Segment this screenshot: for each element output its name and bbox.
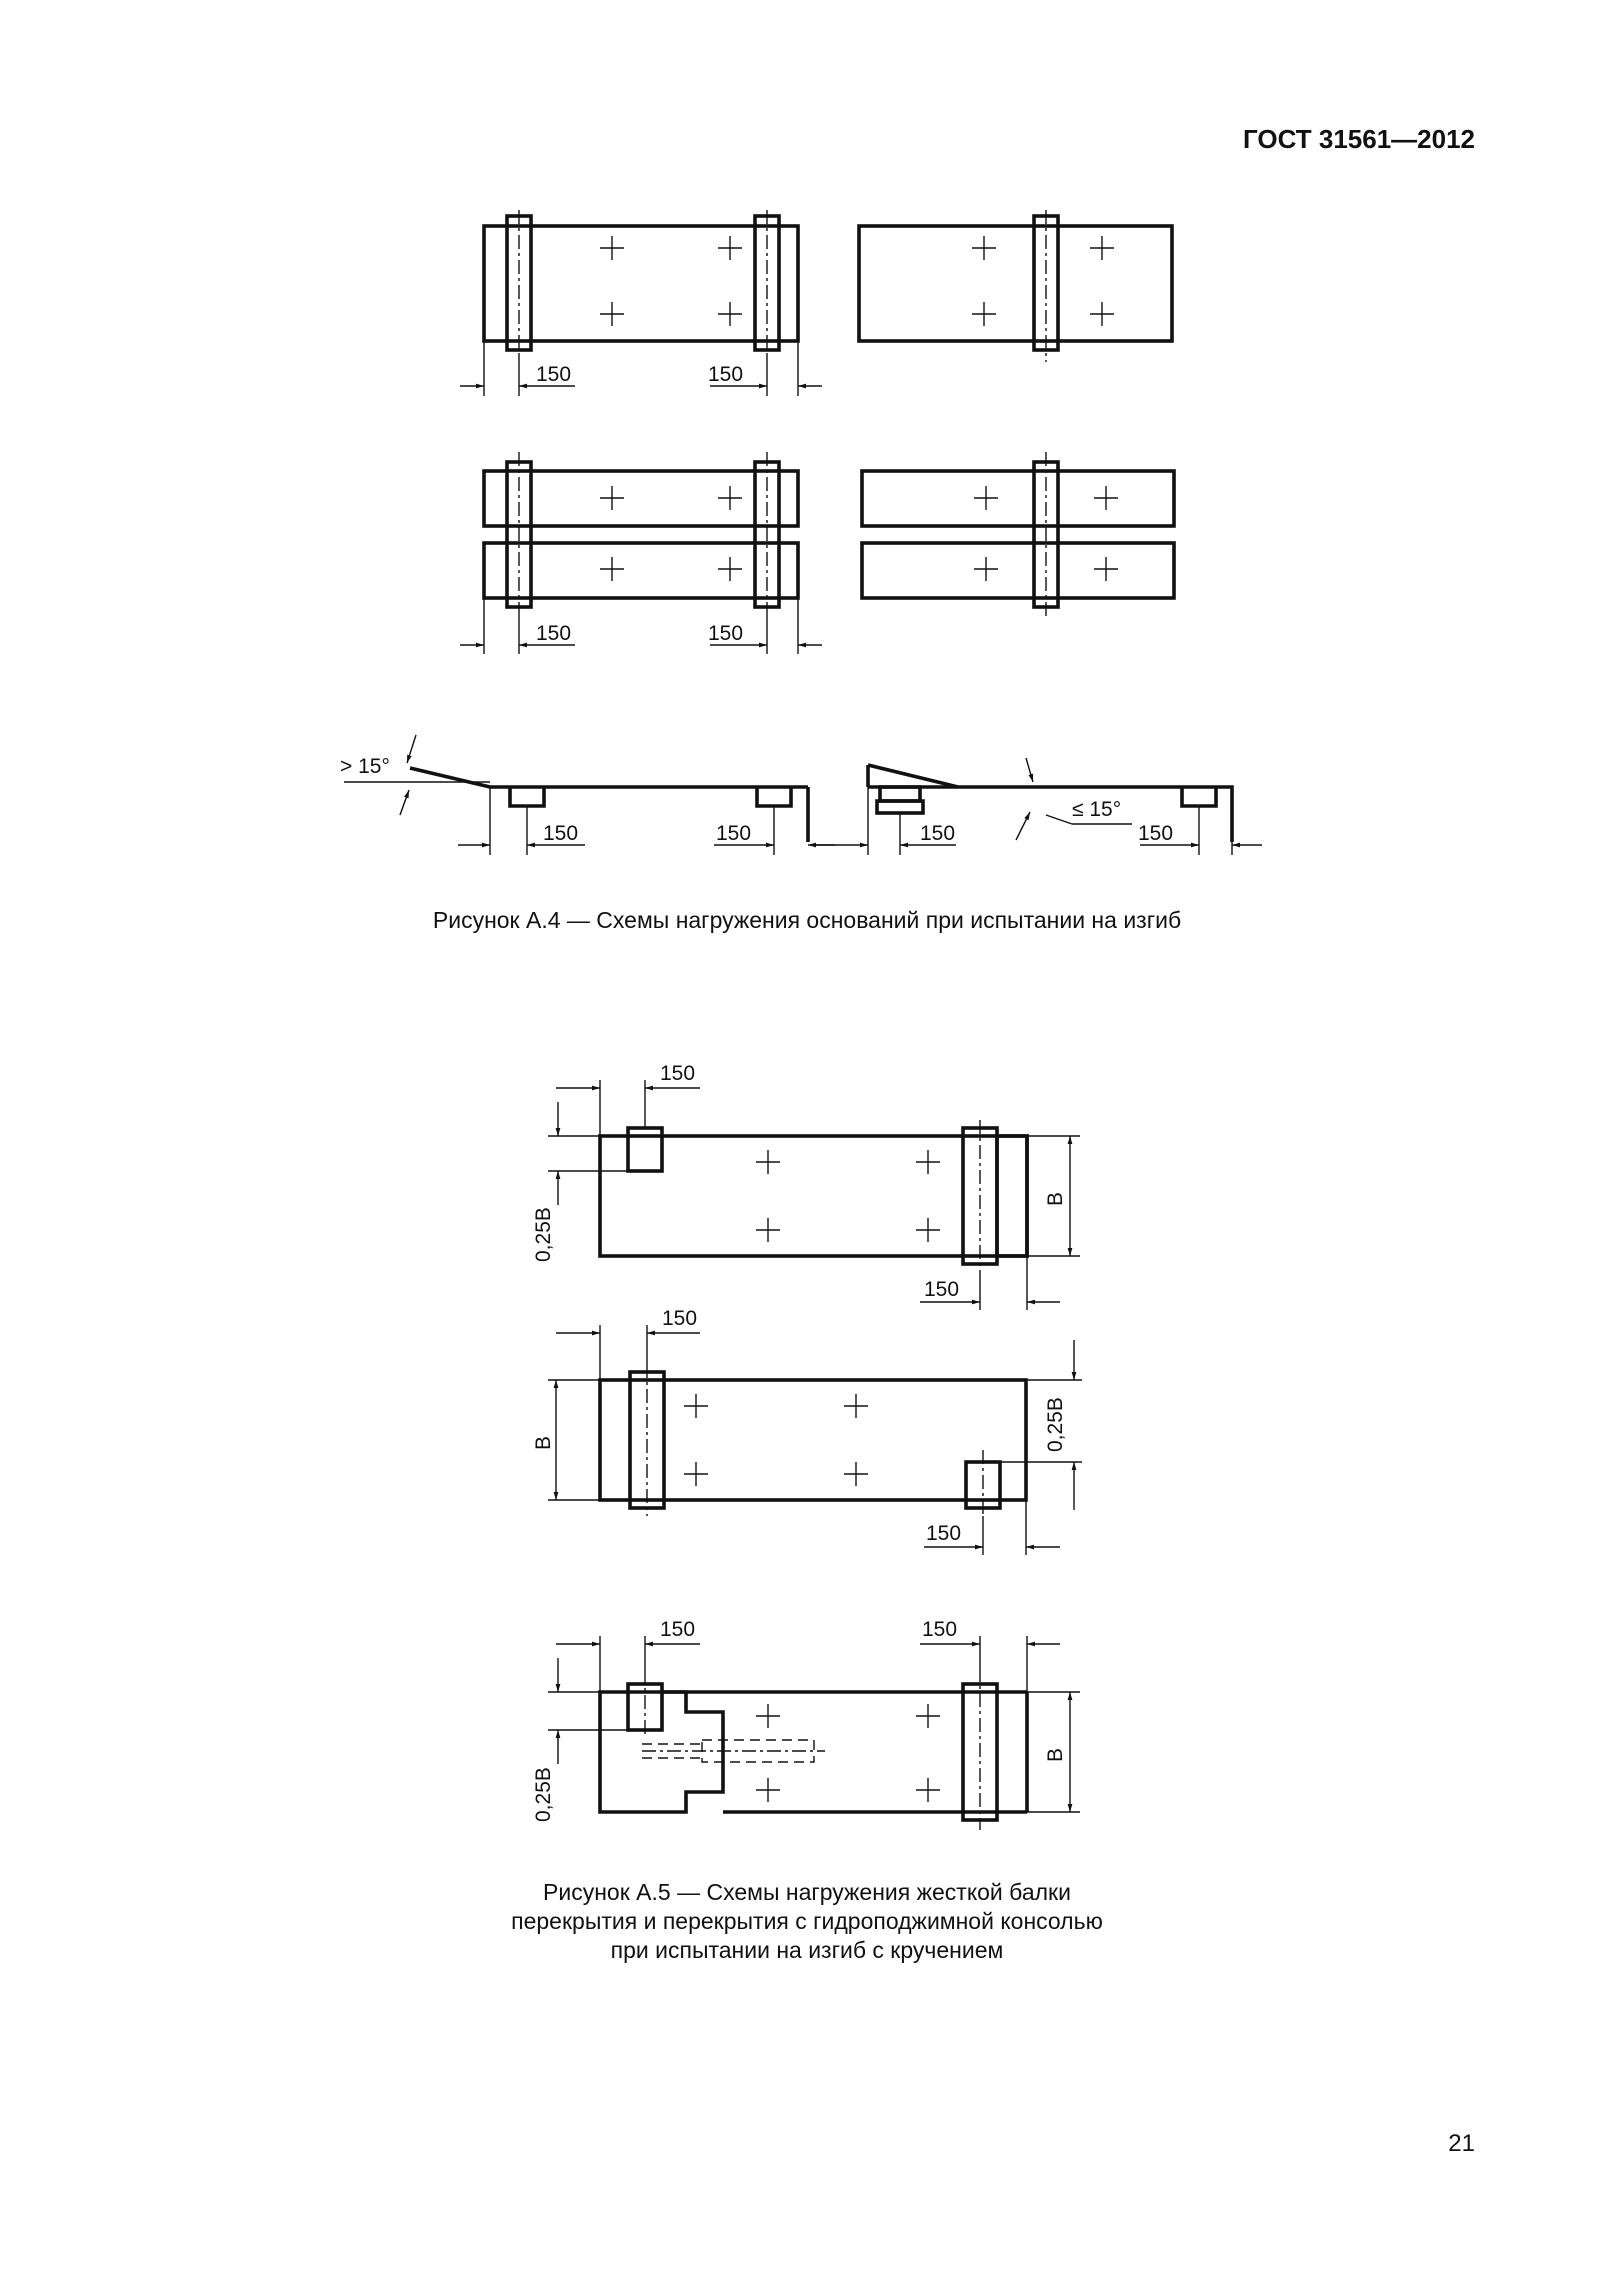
document-code: ГОСТ 31561—2012 xyxy=(1243,124,1475,154)
a5-dim-label: 150 xyxy=(660,1062,696,1085)
a4-dim-label: 150 xyxy=(716,822,752,845)
a4-dim-label: 150 xyxy=(1138,822,1174,845)
a4-dim-label: 150 xyxy=(920,822,956,845)
page-number: 21 xyxy=(1448,2130,1475,2157)
a5-dim-label: 150 xyxy=(924,1278,960,1301)
a4-side-view-ramp-left xyxy=(340,735,835,855)
a5-dim-label: 150 xyxy=(660,1618,696,1641)
figure-a5-drawing xyxy=(0,1040,1614,1880)
a4-scheme-single-one-beam xyxy=(859,210,1172,362)
figure-a4-drawing xyxy=(0,0,1614,845)
a5-dim-label: 0,25B xyxy=(532,1207,555,1262)
a5-dim-label: B xyxy=(1044,1747,1067,1762)
a4-scheme-single-two-beams xyxy=(460,210,822,396)
a5-dim-label: 0,25B xyxy=(1044,1397,1067,1452)
a5-dim-label: B xyxy=(1044,1191,1067,1206)
a4-dim-label: 150 xyxy=(708,363,744,386)
a5-dim-label: 0,25B xyxy=(532,1767,555,1822)
a4-angle-label: ≤ 15° xyxy=(1072,798,1122,821)
caption-line: при испытании на изгиб с кручением xyxy=(610,1937,1004,1963)
a4-dim-label: 150 xyxy=(708,622,744,645)
caption-line: перекрытия и перекрытия с гидроподжимной консолью xyxy=(511,1908,1103,1934)
figure-a4-caption: Рисунок А.4 — Схемы нагружения оснований при испытании на изгиб xyxy=(432,907,1182,933)
figure-a5-caption xyxy=(240,1878,1374,1965)
caption-line: Рисунок А.5 — Схемы нагружения жесткой балки xyxy=(543,1879,1071,1905)
a4-angle-label: > 15° xyxy=(340,755,390,778)
a4-side-view-ramp-right xyxy=(810,758,1262,855)
a5-dim-label: B xyxy=(532,1435,555,1450)
a5-scheme-1 xyxy=(532,1062,1080,1310)
a4-dim-label: 150 xyxy=(543,822,579,845)
a5-dim-label: 150 xyxy=(662,1307,698,1330)
a5-scheme-3 xyxy=(532,1618,1080,1830)
a4-dim-label: 150 xyxy=(536,622,572,645)
a4-scheme-double-two-beams xyxy=(460,452,822,654)
a5-dim-label: 150 xyxy=(926,1522,962,1545)
a5-scheme-2 xyxy=(532,1307,1082,1555)
a5-dim-label: 150 xyxy=(922,1618,958,1641)
a4-dim-label: 150 xyxy=(536,363,572,386)
a4-scheme-double-one-beam xyxy=(862,452,1174,620)
